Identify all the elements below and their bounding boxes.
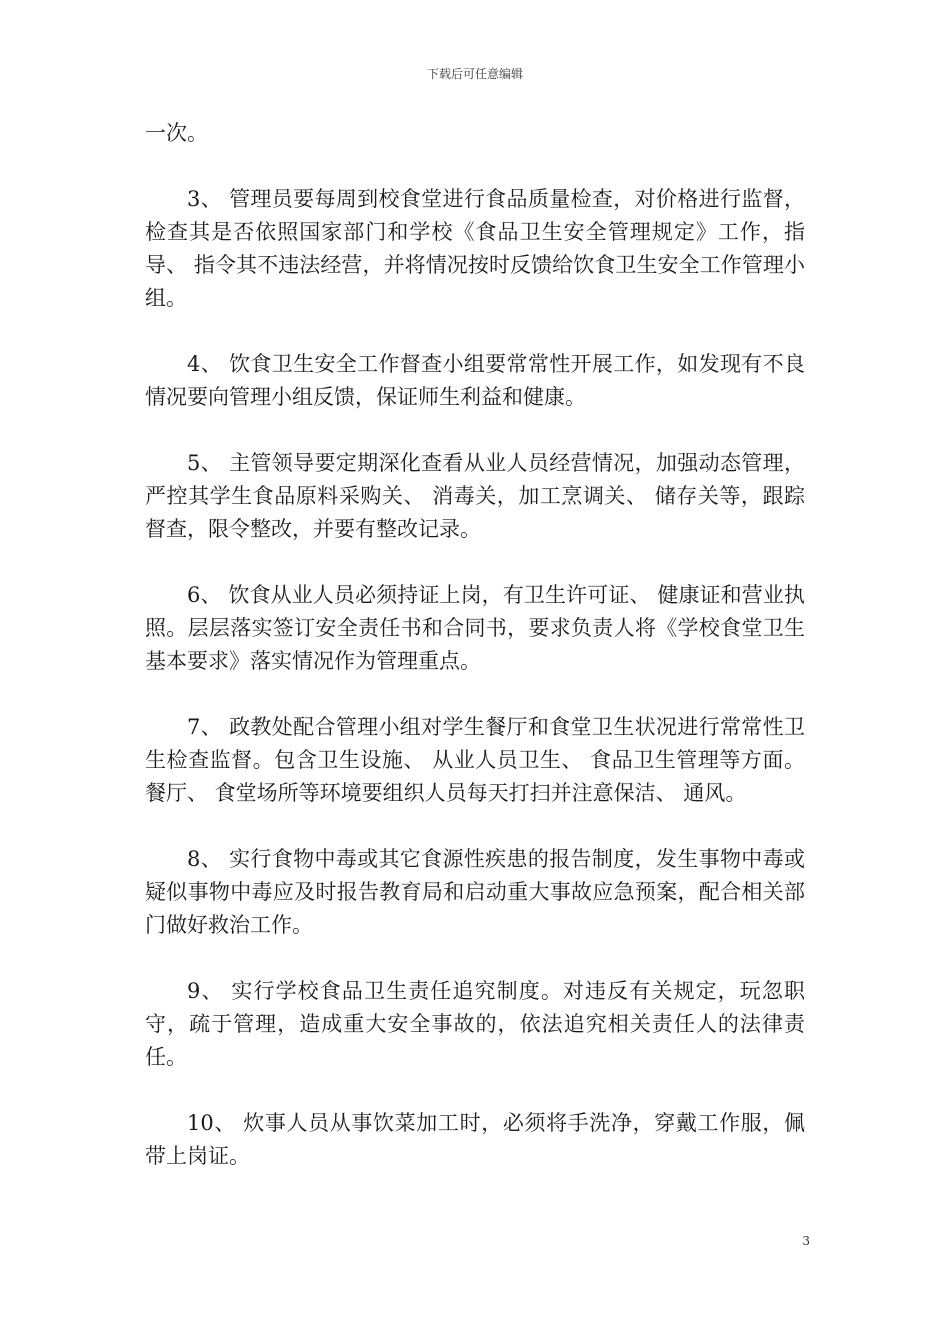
paragraph-item-6: 6、 饮食从业人员必须持证上岗，有卫生许可证、 健康证和营业执照。层层落实签订安全责任书和合同书，要求负责人将《学校食堂卫生基本要求》落实情况作为管理重点。 [145,583,805,673]
page-header: 下载后可任意编辑 [426,67,523,81]
paragraph-item-4: 4、 饮食卫生安全工作督查小组要常常性开展工作，如发现有不良情况要向管理小组反馈，保证师生利益和健康。 [145,352,805,409]
paragraph-item-5: 5、 主管领导要定期深化查看从业人员经营情况，加强动态管理，严控其学生食品原料采购关、 消毒关，加工烹调关、 储存关等，跟踪督查，限令整改，并要有整改记录。 [145,451,805,541]
paragraph-item-3: 3、 管理员要每周到校食堂进行食品质量检查，对价格进行监督，检查其是否依照国家部门和学校《食品卫生安全管理规定》工作，指导、 指令其不违法经营，并将情况按时反馈给饮食卫生安全工作管理小组。 [145,187,805,310]
paragraph-continuation: 一次。 [145,121,208,145]
paragraph-item-9: 9、 实行学校食品卫生责任追究制度。对违反有关规定，玩忽职守，疏于管理，造成重大安全事故的，依法追究相关责任人的法律责任。 [145,979,805,1069]
page-number: 3 [802,1234,810,1248]
document-body [145,117,805,1206]
paragraph-item-10: 10、 炊事人员从事饮菜加工时，必须将手洗净，穿戴工作服，佩带上岗证。 [145,1111,805,1168]
paragraph-item-8: 8、 实行食物中毒或其它食源性疾患的报告制度，发生事物中毒或疑似事物中毒应及时报告教育局和启动重大事故应急预案，配合相关部门做好救治工作。 [145,847,805,937]
paragraph-item-7: 7、 政教处配合管理小组对学生餐厅和食堂卫生状况进行常常性卫生检查监督。包含卫生设施、 从业人员卫生、 食品卫生管理等方面。餐厅、 食堂场所等环境要组织人员每天打扫并注意保洁、 通风。 [145,715,805,805]
